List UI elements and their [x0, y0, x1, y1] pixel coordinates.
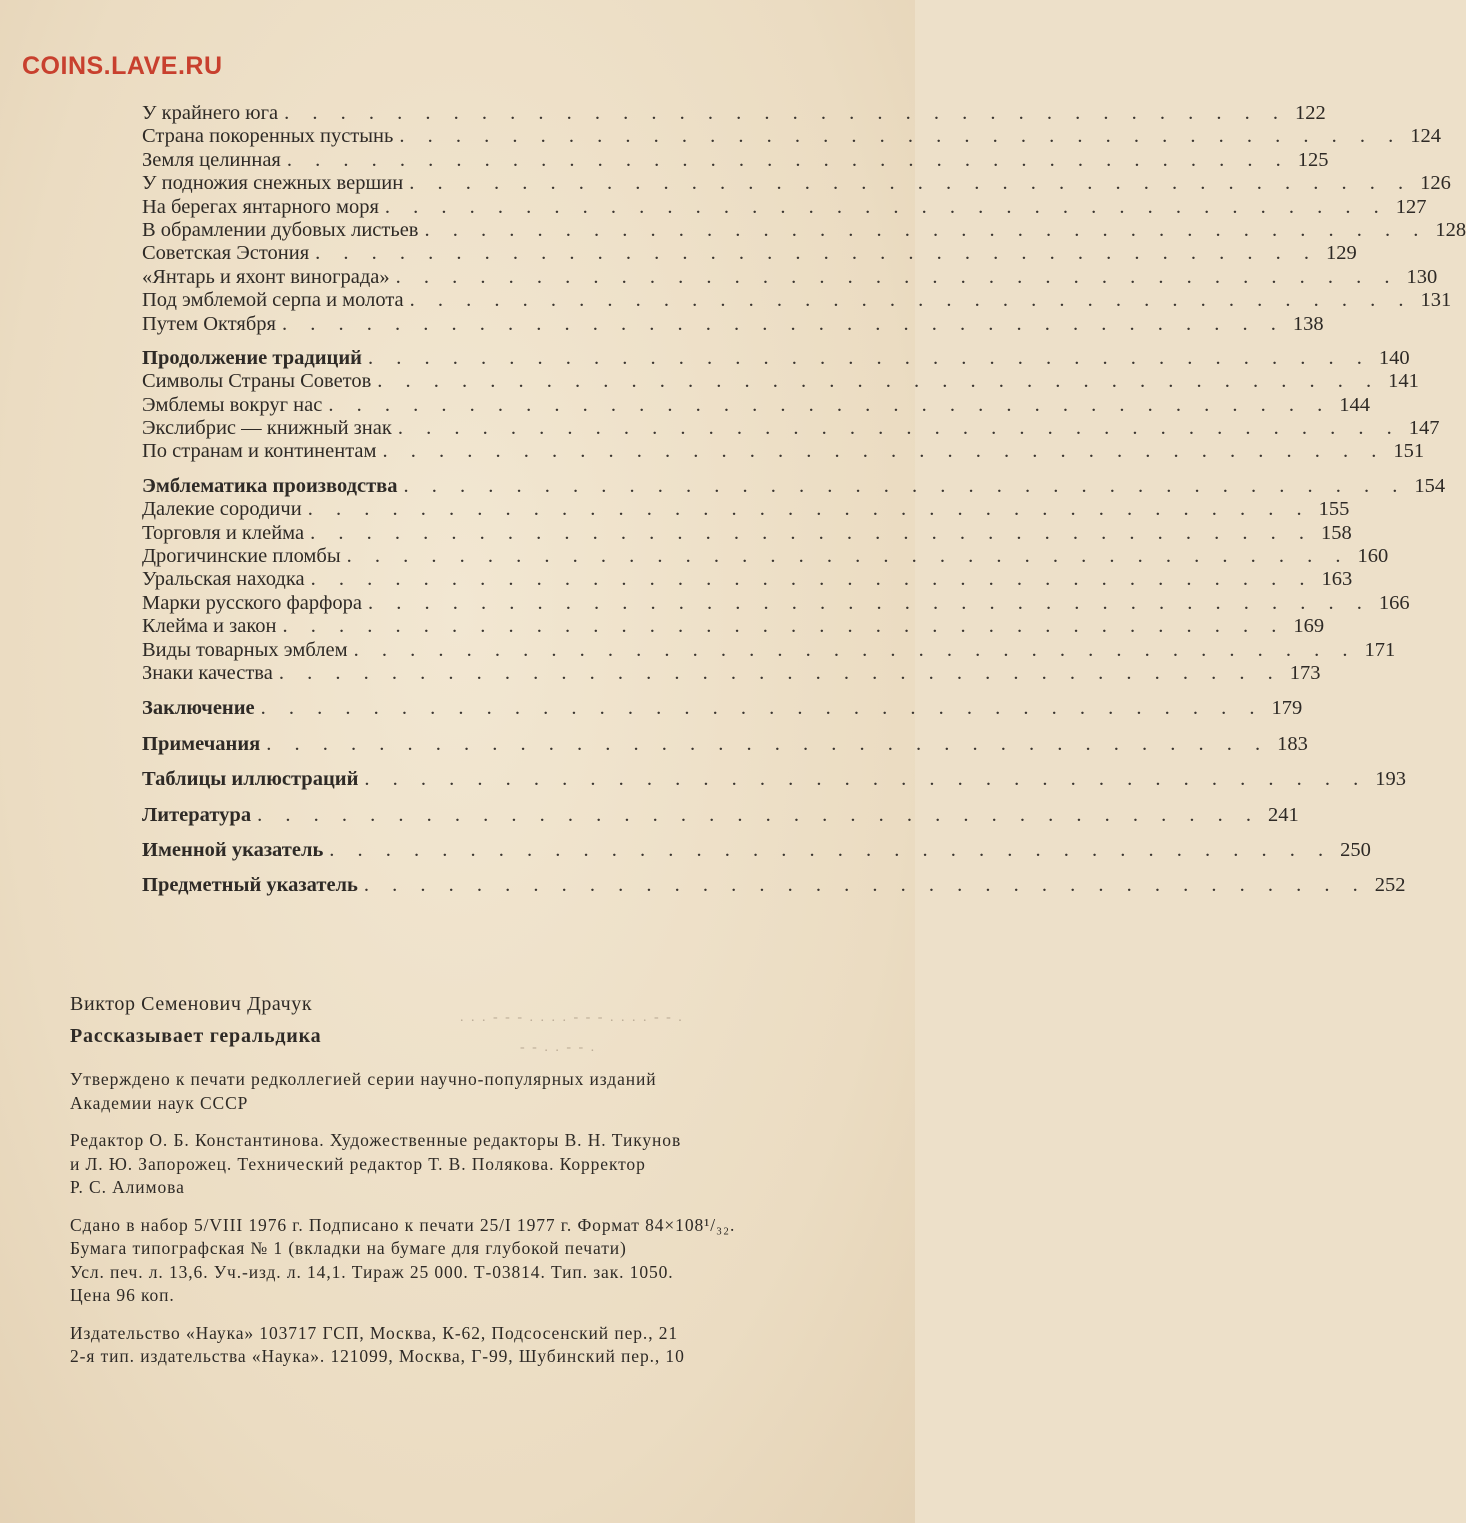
toc-entry-page: 127: [1395, 195, 1427, 218]
editors-line: Р. С. Алимова: [70, 1177, 185, 1197]
toc-entry-title: У крайнего юга: [142, 102, 279, 124]
toc-entry-page: 179: [1271, 697, 1303, 720]
toc-entry: [142, 346, 1410, 370]
dot-leader: . . . . . . . . . . . . . . . . . . . . . . . . . . . . . . . . . . . .: [346, 545, 1350, 568]
table-of-contents: [142, 102, 1466, 898]
toc-entry-page: 140: [1378, 346, 1410, 369]
toc-entry-title: Торговля и клейма: [142, 521, 305, 544]
dot-leader: . . . . . . . . . . . . . . . . . . . . . . . . . . . . . . . . . . . .: [363, 874, 1367, 897]
dot-leader: . . . . . . . . . . . . . . . . . . . . . . . . . . . . . . . . . . . .: [384, 195, 1388, 218]
toc-entry-page: 154: [1414, 474, 1446, 497]
toc-entry: [142, 661, 1321, 685]
dot-leader: . . . . . . . . . . . . . . . . . . . . . . . . . . . . . . . . . . . .: [257, 803, 1260, 826]
toc-entry: [142, 521, 1352, 545]
toc-entry-page: 130: [1406, 265, 1438, 288]
toc-entry-page: 183: [1277, 732, 1308, 755]
dot-leader: . . . . . . . . . . . . . . . . . . . . . . . . . . . . . . . . . . . .: [310, 568, 1314, 591]
toc-entry: [142, 568, 1353, 591]
publisher-line: Издательство «Наука» 103717 ГСП, Москва, К-62, Подсосенский пер., 21: [70, 1322, 679, 1343]
dot-leader: . . . . . . . . . . . . . . . . . . . . . . . . . . . . . . . . . . . .: [409, 289, 1413, 312]
toc-entry-title: Символы Страны Советов: [142, 370, 372, 393]
toc-entry-page: 171: [1364, 638, 1396, 661]
toc-entry-title: Предметный указатель: [142, 874, 358, 897]
dot-leader: . . . . . . . . . . . . . . . . . . . . . . . . . . . . . . . . . . . .: [368, 591, 1371, 614]
toc-entry: [142, 125, 1441, 148]
bleed-through-text: . . . - - - . . . . - - - . . . . - - .: [460, 1010, 684, 1025]
toc-entry: [142, 440, 1425, 463]
printing-line: Цена 96 коп.: [70, 1285, 175, 1305]
toc-entry: [142, 172, 1451, 195]
dot-leader: . . . . . . . . . . . . . . . . . . . . . . . . . . . . . . . . . . . .: [278, 661, 1282, 684]
dot-leader: . . . . . . . . . . . . . . . . . . . . . . . . . . . . . . . . . . . .: [364, 768, 1368, 791]
toc-entry-title: Уральская находка: [142, 568, 305, 591]
toc-entry-title: Марки русского фарфора: [142, 591, 363, 614]
dot-leader: . . . . . . . . . . . . . . . . . . . . . . . . . . . . . . . . . . . .: [377, 370, 1381, 393]
toc-entry-title: Виды товарных эмблем: [142, 638, 348, 661]
toc-entry: [142, 591, 1410, 615]
bleed-through-text: - - . . - - .: [520, 1040, 597, 1055]
printing-line: Усл. печ. л. 13,6. Уч.-изд. л. 14,1. Тираж 25 000. Т-03814. Тип. зак. 1050.: [70, 1261, 674, 1282]
toc-entry: [142, 874, 1406, 897]
toc-entry-page: 147: [1408, 417, 1440, 440]
printing-details: [70, 1214, 845, 1308]
toc-entry-page: 128: [1435, 218, 1466, 241]
toc-entry: [142, 195, 1427, 219]
dot-leader: . . . . . . . . . . . . . . . . . . . . . . . . . . . . . . . . . . . .: [310, 521, 1313, 544]
toc-entry-page: 144: [1339, 393, 1370, 416]
toc-entry-title: Путем Октября: [142, 312, 276, 335]
toc-entry: [142, 242, 1357, 265]
approval-line: Академии наук СССР: [70, 1092, 249, 1113]
toc-entry: [142, 370, 1419, 393]
dot-leader: . . . . . . . . . . . . . . . . . . . . . . . . . . . . . . . . . . . .: [409, 172, 1413, 195]
toc-entry-title: Далекие сородичи: [142, 498, 302, 521]
toc-entry-title: Клейма и закон: [142, 615, 277, 638]
toc-entry: [142, 289, 1452, 312]
dot-leader: . . . . . . . . . . . . . . . . . . . . . . . . . . . . . . . . . . . .: [282, 615, 1286, 638]
approval-line: Утверждено к печати редколлегией серии научно-популярных изданий: [70, 1069, 657, 1089]
toc-entry: [142, 417, 1440, 440]
toc-entry-page: 141: [1388, 370, 1419, 393]
toc-group-2: [142, 346, 1440, 464]
dot-leader: . . . . . . . . . . . . . . . . . . . . . . . . . . . . . . . . . . . .: [286, 148, 1290, 171]
toc-entry: [142, 393, 1370, 417]
toc-entry: [142, 265, 1438, 289]
dot-leader: . . . . . . . . . . . . . . . . . . . . . . . . . . . . . . . . . . . .: [399, 125, 1403, 148]
toc-entry-page: 124: [1410, 125, 1441, 148]
toc-entry-page: 151: [1393, 440, 1425, 463]
toc-entry-page: 126: [1420, 172, 1451, 195]
toc-entry: [142, 545, 1389, 568]
toc-entry-page: 122: [1294, 102, 1326, 124]
toc-entry: [142, 732, 1308, 756]
toc-entry-title: Дрогичинские пломбы: [142, 545, 341, 568]
toc-entry-title: На берегах янтарного моря: [142, 195, 379, 218]
approval-note: [70, 1068, 845, 1115]
toc-group-1: [142, 102, 1466, 336]
toc-entry-page: 252: [1374, 874, 1406, 897]
toc-entry-title: Заключение: [142, 697, 255, 720]
editors-line: Редактор О. Б. Константинова. Художественные редакторы В. Н. Тикунов: [70, 1130, 682, 1150]
toc-entry-title: Продолжение традиций: [142, 346, 362, 369]
toc-entry-title: Примечания: [142, 732, 261, 755]
toc-entry-title: Советская Эстония: [142, 242, 310, 265]
editors-line: и Л. Ю. Запорожец. Технический редактор Т. В. Полякова. Корректор: [70, 1153, 646, 1174]
toc-entry: [142, 498, 1350, 521]
toc-entry-page: 250: [1340, 838, 1371, 861]
toc-entry-page: 138: [1292, 312, 1324, 335]
dot-leader: . . . . . . . . . . . . . . . . . . . . . . . . . . . . . . . . . . . .: [307, 498, 1311, 521]
toc-entry: [142, 102, 1326, 125]
watermark-logo: COINS.LAVE.RU: [22, 52, 223, 80]
toc-entry: [142, 218, 1466, 242]
toc-entry-title: Литература: [142, 803, 252, 826]
printing-line: Сдано в набор 5/VIII 1976 г. Подписано к печати 25/I 1977 г. Формат 84×108¹/₃₂.: [70, 1214, 736, 1235]
toc-entry-page: 169: [1293, 615, 1325, 638]
dot-leader: . . . . . . . . . . . . . . . . . . . . . . . . . . . . . . . . . . . .: [395, 265, 1399, 288]
toc-entry: [142, 697, 1303, 720]
toc-group-3: [142, 474, 1446, 686]
toc-entry-page: 163: [1321, 568, 1353, 591]
toc-entry-title: Эмблематика производства: [142, 474, 398, 497]
publisher-line: 2-я тип. издательства «Наука». 121099, Москва, Г-99, Шубинский пер., 10: [70, 1346, 685, 1366]
toc-entry: [142, 615, 1325, 638]
editors-note: [70, 1129, 845, 1200]
dot-leader: . . . . . . . . . . . . . . . . . . . . . . . . . . . . . . . . . . . .: [329, 838, 1333, 861]
toc-singles: [142, 685, 1407, 897]
publisher-info: [70, 1322, 845, 1369]
toc-entry-title: У подножия снежных вершин: [142, 172, 404, 195]
dot-leader: . . . . . . . . . . . . . . . . . . . . . . . . . . . . . . . . . . . .: [266, 732, 1270, 755]
toc-entry: [142, 312, 1324, 336]
toc-entry-page: 241: [1267, 803, 1299, 826]
toc-entry: [142, 768, 1407, 791]
dot-leader: . . . . . . . . . . . . . . . . . . . . . . . . . . . . . . . . . . . .: [397, 417, 1401, 440]
dot-leader: . . . . . . . . . . . . . . . . . . . . . . . . . . . . . . . . . . . .: [382, 440, 1386, 463]
toc-entry-page: 125: [1297, 148, 1329, 171]
toc-entry-page: 129: [1326, 242, 1357, 265]
toc-entry: [142, 638, 1396, 662]
toc-entry-title: «Янтарь и яхонт винограда»: [142, 265, 390, 288]
toc-entry-page: 173: [1289, 661, 1321, 684]
toc-entry: [142, 838, 1371, 862]
toc-entry: [142, 803, 1299, 827]
toc-entry-page: 160: [1357, 545, 1389, 568]
dot-leader: . . . . . . . . . . . . . . . . . . . . . . . . . . . . . . . . . . . .: [281, 312, 1285, 335]
dot-leader: . . . . . . . . . . . . . . . . . . . . . . . . . . . . . . . . . . . .: [424, 218, 1428, 241]
toc-entry-page: 155: [1318, 498, 1350, 521]
toc-entry-title: Именной указатель: [142, 838, 324, 861]
toc-entry-title: Знаки качества: [142, 661, 273, 684]
book-title: Рассказывает геральдика: [70, 1025, 322, 1047]
dot-leader: . . . . . . . . . . . . . . . . . . . . . . . . . . . . . . . . . . . .: [284, 102, 1287, 124]
toc-entry-title: Земля целинная: [142, 148, 281, 171]
toc-entry: [142, 148, 1329, 172]
printing-line: Бумага типографская № 1 (вкладки на бумаге для глубокой печати): [70, 1238, 627, 1258]
toc-entry-page: 131: [1420, 289, 1452, 312]
dot-leader: . . . . . . . . . . . . . . . . . . . . . . . . . . . . . . . . . . . .: [403, 474, 1407, 497]
dot-leader: . . . . . . . . . . . . . . . . . . . . . . . . . . . . . . . . . . . .: [368, 346, 1371, 369]
toc-entry-title: Экслибрис — книжный знак: [142, 417, 392, 440]
toc-entry-page: 193: [1375, 768, 1407, 791]
colophon: [70, 993, 845, 1383]
author-name: Виктор Семенович Драчук: [70, 993, 313, 1015]
toc-entry-title: Эмблемы вокруг нас: [142, 393, 323, 416]
dot-leader: . . . . . . . . . . . . . . . . . . . . . . . . . . . . . . . . . . . .: [315, 242, 1319, 265]
toc-entry-title: Страна покоренных пустынь: [142, 125, 394, 148]
dot-leader: . . . . . . . . . . . . . . . . . . . . . . . . . . . . . . . . . . . .: [353, 638, 1357, 661]
dot-leader: . . . . . . . . . . . . . . . . . . . . . . . . . . . . . . . . . . . .: [260, 697, 1264, 720]
toc-entry-title: Под эмблемой серпа и молота: [142, 289, 404, 312]
toc-entry-page: 166: [1378, 591, 1410, 614]
toc-entry: [142, 474, 1446, 498]
toc-entry-title: В обрамлении дубовых листьев: [142, 218, 419, 241]
toc-entry-title: По странам и континентам: [142, 440, 377, 463]
toc-entry-page: 158: [1320, 521, 1352, 544]
dot-leader: . . . . . . . . . . . . . . . . . . . . . . . . . . . . . . . . . . . .: [328, 393, 1332, 416]
toc-entry-title: Таблицы иллюстраций: [142, 768, 359, 791]
